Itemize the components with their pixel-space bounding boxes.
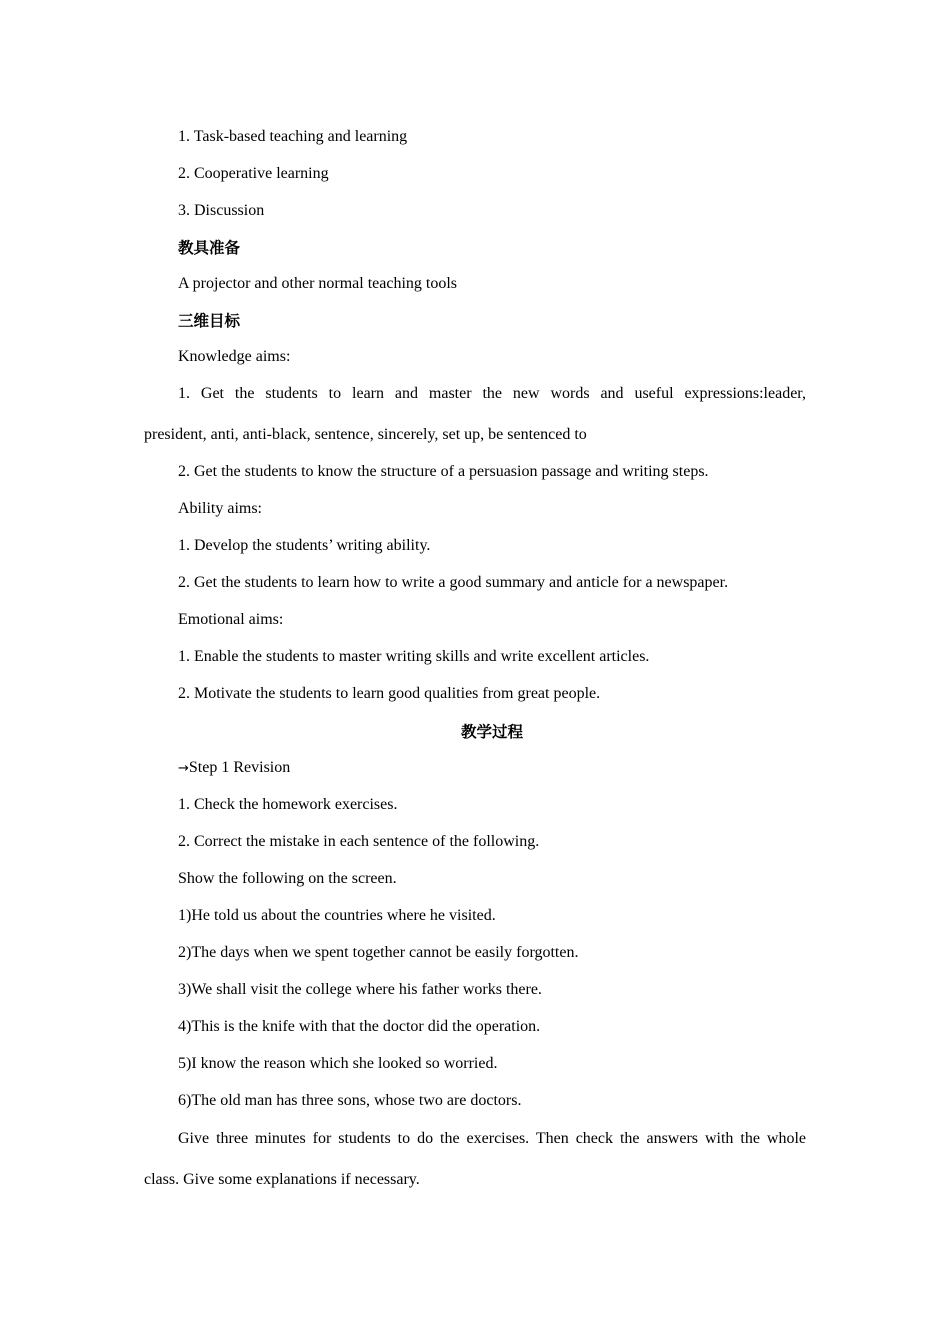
method-item-3: 3. Discussion xyxy=(178,202,265,219)
sentence-2: 2)The days when we spent together cannot be easily forgotten. xyxy=(178,944,579,961)
step-1-item-2: 2. Correct the mistake in each sentence of the following. xyxy=(178,833,540,850)
final-instruction-line-1: Give three minutes for students to do the exercises. Then check the answers with the whole xyxy=(178,1130,806,1147)
ability-aim-2: 2. Get the students to learn how to write a good summary and anticle for a newspaper. xyxy=(178,574,729,591)
sentence-5: 5)I know the reason which she looked so worried. xyxy=(178,1055,498,1072)
emotional-aim-2: 2. Motivate the students to learn good qualities from great people. xyxy=(178,685,601,702)
tools-heading: 教具准备 xyxy=(178,239,241,257)
knowledge-aims-label: Knowledge aims: xyxy=(178,348,291,365)
step-1-heading xyxy=(178,758,290,779)
ability-aims-label: Ability aims: xyxy=(178,500,262,517)
ability-aim-1: 1. Develop the students’ writing ability. xyxy=(178,537,431,554)
knowledge-aim-2: 2. Get the students to know the structure of a persuasion passage and writing steps. xyxy=(178,463,709,480)
sentence-1: 1)He told us about the countries where he visited. xyxy=(178,907,496,924)
aims-heading: 三维目标 xyxy=(178,312,241,330)
arrow-right-icon: → xyxy=(178,761,189,776)
process-heading: 教学过程 xyxy=(460,723,523,741)
sentence-4: 4)This is the knife with that the doctor did the operation. xyxy=(178,1018,541,1035)
method-item-1: 1. Task-based teaching and learning xyxy=(178,128,408,145)
knowledge-aim-1-line-1: 1. Get the students to learn and master the new words and useful expressions:leader, xyxy=(178,385,806,402)
emotional-aims-label: Emotional aims: xyxy=(178,611,284,628)
emotional-aim-1: 1. Enable the students to master writing skills and write excellent articles. xyxy=(178,648,650,665)
step-1-item-1: 1. Check the homework exercises. xyxy=(178,796,398,813)
document-page xyxy=(144,0,806,1344)
sentence-6: 6)The old man has three sons, whose two are doctors. xyxy=(178,1092,522,1109)
show-instruction: Show the following on the screen. xyxy=(178,870,397,887)
knowledge-aim-1-line-2: president, anti, anti-black, sentence, sincerely, set up, be sentenced to xyxy=(144,426,587,443)
sentence-3: 3)We shall visit the college where his father works there. xyxy=(178,981,542,998)
tools-text: A projector and other normal teaching tools xyxy=(178,275,458,292)
method-item-2: 2. Cooperative learning xyxy=(178,165,329,182)
step-1-label: Step 1 Revision xyxy=(188,759,291,776)
final-instruction-line-2: class. Give some explanations if necessary. xyxy=(144,1171,420,1188)
